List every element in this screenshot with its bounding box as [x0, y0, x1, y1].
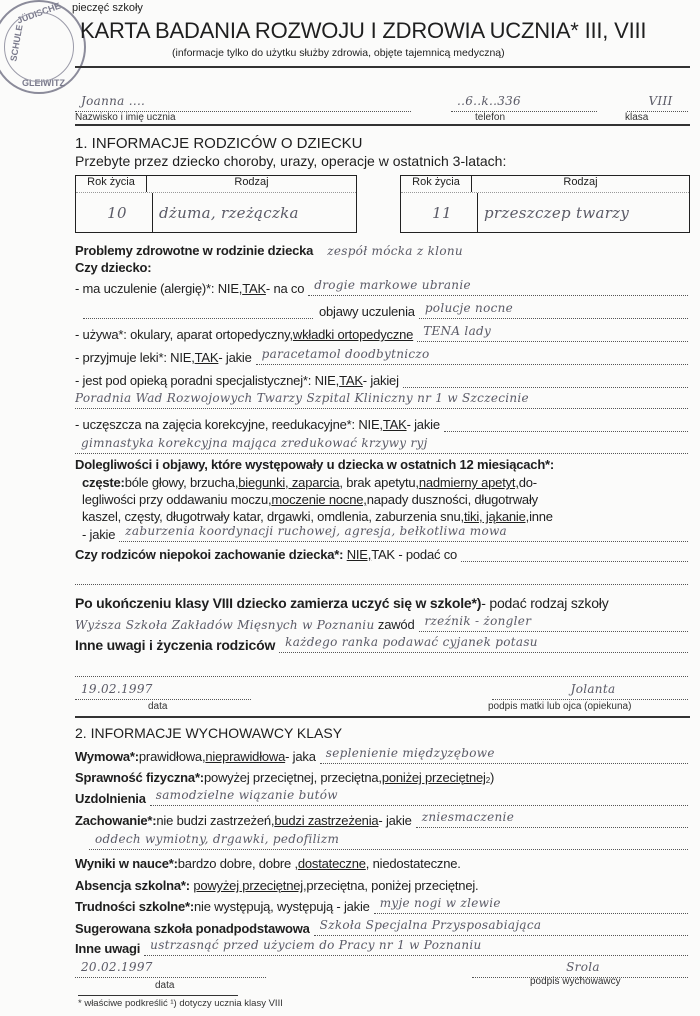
child-label: Czy dziecko:	[75, 260, 152, 275]
family-label: Problemy zdrowotne w rodzinie dziecka	[75, 243, 314, 258]
signature-row1	[75, 680, 688, 700]
t: bóle głowy, brzucha,	[124, 475, 239, 490]
fitness-row	[75, 765, 688, 785]
behaviour-no: NIE,	[346, 547, 372, 562]
meds-row	[75, 345, 688, 365]
allergy-value: drogie markowe ubranie	[308, 278, 688, 296]
student-name-label: Nazwisko i imię ucznia	[75, 112, 176, 123]
remarks-row	[75, 633, 688, 653]
corrective-line	[444, 414, 688, 432]
teacher-remarks-label: Inne uwagi	[75, 941, 141, 956]
conduct-value: zniesmaczenie	[416, 810, 688, 828]
col-year: Rok życia	[76, 176, 147, 192]
t: prawidłowa,	[138, 749, 206, 764]
parent-signature: Jolanta	[492, 682, 688, 700]
allergy-yes: TAK	[242, 281, 266, 296]
complaints-value: zaburzenia koordynacji ruchowej, agresja, bełkotliwa mowa	[119, 524, 688, 542]
fitness-label: Sprawność fizyczna*:	[75, 770, 204, 785]
absence-row	[75, 873, 688, 893]
meds-value: paracetamol doodbytniczo	[256, 347, 688, 365]
class-label: klasa	[625, 112, 649, 123]
teacher-date-value: 20.02.1997	[75, 960, 266, 978]
u: nadmierny apetyt,	[418, 475, 519, 490]
line	[461, 544, 688, 562]
next-school-value-row	[75, 612, 688, 632]
u: powyżej przeciętnej,	[193, 878, 307, 893]
remarks-line	[75, 657, 688, 677]
student-name-value: Joanna ....	[75, 94, 411, 112]
behaviour-line	[75, 565, 688, 585]
u: tiki, jąkanie,	[463, 509, 530, 524]
illness-table-left	[75, 175, 357, 233]
speech-value: seplenienie międzyzębowe	[320, 746, 688, 764]
t: legliwości przy oddawaniu moczu,	[82, 492, 272, 507]
difficulties-row	[75, 894, 688, 914]
corrective-text: - uczęszcza na zajęcia korekcyjne, reedukacyjne*: NIE,	[75, 417, 383, 432]
meds-text: - przyjmuje leki*: NIE,	[75, 350, 195, 365]
teacher-signature-label: podpis wychowawcy	[530, 976, 621, 987]
teacher-date-label: data	[155, 980, 175, 991]
symptoms-label: objawy uczulenia	[319, 304, 415, 319]
suggested-row	[75, 916, 688, 936]
frequent-label: częste:	[82, 475, 125, 490]
meds-yes: TAK	[194, 350, 219, 365]
next-school-value: Wyższa Szkoła Zakładów Mięsnych w Poznaniu	[75, 618, 375, 632]
t: inne	[529, 509, 553, 524]
phone-label: telefon	[475, 112, 506, 123]
year-cell: 10	[76, 193, 153, 232]
job-label: zawód	[377, 617, 415, 632]
job-value: rzeźnik - żongler	[419, 614, 689, 632]
conduct-value2: oddech wymiotny, drgawki, pedofilizm	[89, 832, 688, 850]
results-label: Wyniki w nauce*:	[75, 856, 178, 871]
conduct-row2	[75, 830, 688, 850]
section1-intro: Przebyte przez dziecko choroby, urazy, operacje w ostatnich 3-latach:	[75, 153, 507, 169]
absence-label: Absencja szkolna*:	[75, 878, 190, 893]
corrective-value-row	[75, 434, 688, 454]
page-subtitle: (informacje tylko do użytku służby zdrowia, objęte tajemnicą medyczną)	[172, 47, 505, 59]
t: - jakie	[82, 527, 116, 542]
school-stamp: JÜDISCHE SCHULE GLEIWITZ	[0, 0, 86, 94]
u: nieprawidłowa	[205, 749, 286, 764]
talents-label: Uzdolnienia	[75, 791, 146, 806]
t: powyżej przeciętnej, przeciętna,	[203, 770, 382, 785]
allergy-row	[75, 276, 688, 296]
t: bardzo dobre, dobre ,	[177, 856, 298, 871]
signature-row2	[75, 958, 688, 978]
allergy-text2: - na co	[265, 281, 305, 296]
u: poniżej przeciętnej	[381, 770, 486, 785]
allergy-symptoms-row	[75, 299, 688, 319]
section2-title: 2. INFORMACJE WYCHOWAWCY KLASY	[75, 725, 343, 741]
parent-date-value: 19.02.1997	[75, 682, 251, 700]
col-kind: Rodzaj	[563, 176, 598, 188]
corrective-text2: - jakie	[406, 417, 440, 432]
student-row	[75, 92, 688, 112]
complaints-title: Dolegliwości i objawy, które występowały u dziecka w ostatnich 12 miesiącach*:	[75, 457, 555, 472]
page-title: KARTA BADANIA ROZWOJU I ZDROWIA UCZNIA* III, VIII	[80, 18, 647, 43]
t: - jakie	[378, 813, 412, 828]
speech-row	[75, 744, 688, 764]
complaints-line4	[82, 522, 688, 542]
results-row	[75, 851, 688, 871]
remarks-value: każdego ranka podawać cyjanek potasu	[279, 635, 688, 653]
phone-value: ..6..k..336	[451, 94, 597, 112]
meds-text2: - jakie	[218, 350, 252, 365]
symptoms-value: polucje nocne	[419, 301, 688, 319]
t: - podać rodzaj szkoły	[481, 595, 609, 611]
conduct-row	[75, 808, 688, 828]
clinic-text2: - jakiej	[362, 373, 399, 388]
u: moczenie nocne,	[271, 492, 367, 507]
remarks-label: Inne uwagi i życzenia rodziców	[75, 637, 276, 653]
clinic-yes: TAK	[339, 373, 363, 388]
t: nie występują, występują - jakie	[194, 899, 370, 914]
section1-title: 1. INFORMACJE RODZICÓW O DZIECKU	[75, 135, 363, 152]
conduct-label: Zachowanie*:	[75, 813, 157, 828]
sup: 2	[485, 776, 490, 785]
t: - jaka	[285, 749, 316, 764]
difficulties-label: Trudności szkolne*:	[75, 899, 195, 914]
t: do-	[518, 475, 537, 490]
next-school-label: Po ukończeniu klasy VIII dziecko zamierza uczyć się w szkole*)	[75, 595, 482, 611]
u: biegunki, zaparcia	[238, 475, 340, 490]
talents-row	[75, 786, 688, 806]
footnote: * właściwe podkreślić ¹) dotyczy ucznia klasy VIII	[78, 998, 283, 1009]
clinic-row	[75, 368, 688, 388]
corrective-row	[75, 412, 688, 432]
family-value: zespół mócka z klonu	[327, 244, 463, 258]
kind-cell: dżuma, rzeżączka	[159, 203, 299, 222]
clinic-text: - jest pod opieką poradni specjalistycznej*: NIE,	[75, 373, 340, 388]
stamp-label: pieczęć szkoły	[72, 2, 143, 14]
clinic-value-row	[75, 389, 688, 409]
year-cell: 11	[401, 193, 478, 232]
next-school-row	[75, 591, 688, 611]
col-kind: Rodzaj	[234, 176, 269, 188]
uses-value: TENA lady	[417, 324, 688, 342]
u: budzi zastrzeżenia	[274, 813, 379, 828]
teacher-remarks-row	[75, 936, 688, 956]
u: dostateczne	[297, 856, 366, 871]
allergy-text: - ma uczulenie (alergię)*: NIE,	[75, 281, 243, 296]
t: napady duszności, długotrwały	[366, 492, 538, 507]
suggested-value: Szkoła Specjalna Przysposabiająca	[314, 918, 688, 936]
suggested-label: Sugerowana szkoła ponadpodstawowa	[75, 921, 310, 936]
kind-cell: przeszczep twarzy	[484, 203, 630, 222]
t: przeciętna, poniżej przeciętnej.	[306, 878, 479, 893]
parent-date-label: data	[148, 701, 168, 712]
t: kaszel, częsty, długotrwały katar, drgawki, omdlenia, zaburzenia snu,	[82, 509, 464, 524]
teacher-signature: Srola	[472, 960, 688, 978]
behaviour-label: Czy rodziców niepokoi zachowanie dziecka*:	[75, 547, 344, 562]
corrective-yes: TAK	[382, 417, 407, 432]
t: nie budzi zastrzeżeń,	[156, 813, 275, 828]
difficulties-value: myje nogi w zlewie	[374, 896, 688, 914]
illness-table-right	[400, 175, 690, 233]
t: , niedostateczne.	[365, 856, 461, 871]
clinic-value: Poradnia Wad Rozwojowych Twarzy Szpital Kliniczny nr 1 w Szczecinie	[75, 391, 688, 409]
t: TAK - podać co	[371, 547, 458, 562]
speech-label: Wymowa*:	[75, 749, 139, 764]
teacher-remarks-value: ustrzasnąć przed użyciem do Pracy nr 1 w Poznaniu	[144, 938, 688, 956]
uses-row	[75, 322, 688, 342]
t: )	[489, 770, 495, 785]
uses-underlined: wkładki ortopedyczne	[292, 327, 414, 342]
behaviour-row	[75, 542, 688, 562]
col-year: Rok życia	[401, 176, 472, 192]
talents-value: samodzielne wiązanie butów	[150, 788, 688, 806]
complaints-line3	[82, 504, 688, 524]
corrective-value: gimnastyka korekcyjna mająca zredukować krzywy ryj	[75, 436, 688, 454]
class-value: VIII	[627, 94, 688, 112]
t: , brak apetytu,	[339, 475, 419, 490]
uses-text: - używa*: okulary, aparat ortopedyczny,	[75, 327, 293, 342]
parent-signature-label: podpis matki lub ojca (opiekuna)	[488, 701, 632, 712]
clinic-line	[403, 370, 688, 388]
